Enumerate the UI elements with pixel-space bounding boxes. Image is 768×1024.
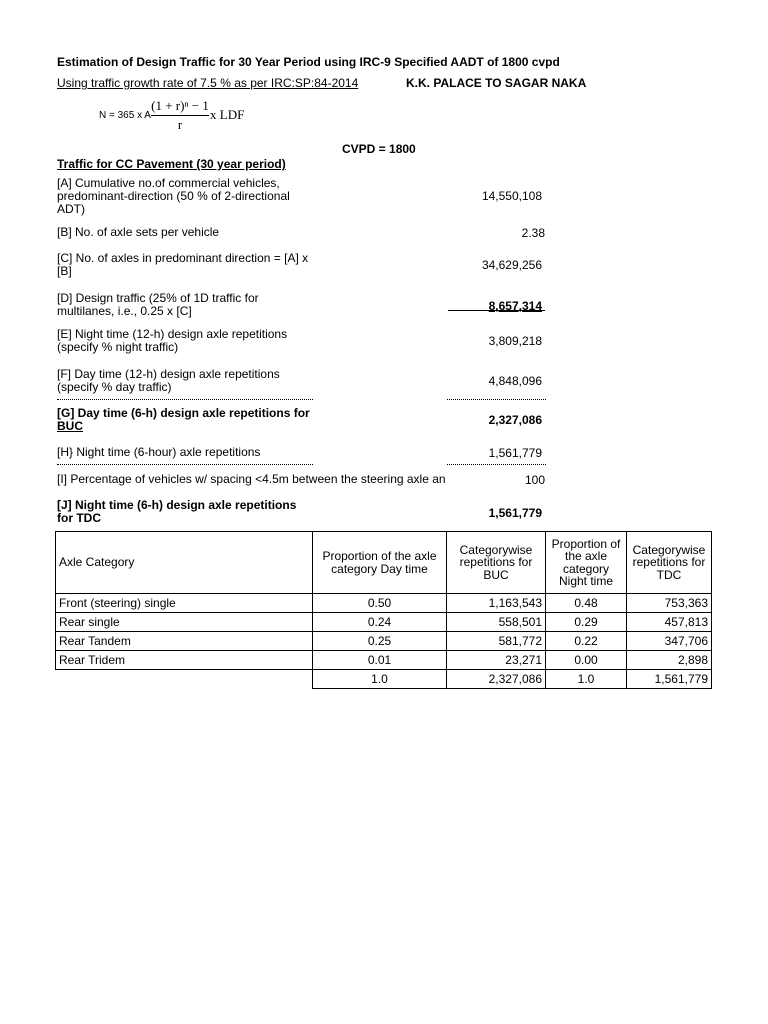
total-tdc: 1,561,779 [627, 670, 712, 689]
row-b-value: 2.38 [521, 226, 545, 240]
cvpd-value: CVPD = 1800 [342, 142, 416, 156]
dotted-divider [57, 399, 313, 400]
total-night-prop: 1.0 [546, 670, 627, 689]
section-title: Traffic for CC Pavement (30 year period) [57, 157, 286, 171]
total-buc: 2,327,086 [447, 670, 546, 689]
header-tdc-repetitions: Categorywise repetitions for TDC [627, 532, 712, 594]
cell-buc: 1,163,543 [447, 594, 546, 613]
row-g-label-buc: BUC [57, 419, 83, 433]
table-row [56, 613, 712, 632]
cell-category: Rear Tandem [56, 632, 313, 651]
route-name: K.K. PALACE TO SAGAR NAKA [406, 76, 587, 90]
cell-night-prop: 0.48 [546, 594, 627, 613]
row-e-label: [E] Night time (12-h) design axle repetitions (specify % night traffic) [57, 327, 288, 354]
row-d-underline [448, 310, 545, 311]
row-c-value: 34,629,256 [481, 258, 542, 272]
cell-tdc: 2,898 [627, 651, 712, 670]
cell-night-prop: 0.22 [546, 632, 627, 651]
table-row [56, 594, 712, 613]
table-row [56, 632, 712, 651]
table-totals-row [56, 670, 712, 689]
row-c-label: [C] No. of axles in predominant direction = [A] x [B] [57, 251, 309, 278]
dotted-divider [57, 464, 313, 465]
cell-buc: 23,271 [447, 651, 546, 670]
table-row [56, 651, 712, 670]
cell-tdc: 753,363 [627, 594, 712, 613]
cell-day-prop: 0.50 [313, 594, 447, 613]
row-f-value: 4,848,096 [488, 374, 542, 388]
table-header-row [56, 532, 712, 594]
formula-lhs: N = 365 x A [99, 110, 151, 121]
cell-category: Front (steering) single [56, 594, 313, 613]
cell-day-prop: 0.25 [313, 632, 447, 651]
header-axle-category: Axle Category [56, 532, 313, 594]
total-day-prop: 1.0 [313, 670, 447, 689]
row-g-label-text: [G] Day time (6-h) design axle repetitions for BUC [57, 406, 310, 433]
page-title: Estimation of Design Traffic for 30 Year Period using IRC-9 Specified AADT of 1800 cvpd [57, 55, 560, 69]
formula-tail: x LDF [210, 107, 245, 122]
row-h-label: [H} Night time (6-hour) axle repetitions [57, 445, 261, 459]
header-night-proportion: Proportion of the axle category Night time [546, 532, 627, 594]
row-g-label [57, 407, 319, 433]
cell-night-prop: 0.00 [546, 651, 627, 670]
row-a-value: 14,550,108 [481, 189, 542, 203]
row-i-label: [I] Percentage of vehicles w/ spacing <4.5m between the steering axle an [57, 473, 446, 486]
axle-category-table [55, 531, 712, 689]
row-j-label: [J] Night time (6-h) design axle repetitions for TDC [57, 498, 297, 525]
row-a-label: [A] Cumulative no.of commercial vehicles, predominant-direction (50 % of 2-directional ADT) [57, 176, 290, 216]
row-j-value: 1,561,779 [488, 506, 542, 520]
row-d-value: 8,657,314 [488, 299, 542, 313]
row-d-label: [D] Design traffic (25% of 1D traffic for multilanes, i.e., 0.25 x [C] [57, 291, 259, 318]
row-h-value: 1,561,779 [488, 446, 542, 460]
formula-fraction-bar [151, 115, 209, 116]
row-g-value: 2,327,086 [488, 413, 542, 427]
dotted-divider [447, 399, 546, 400]
cell-tdc: 347,706 [627, 632, 712, 651]
cell-category: Rear single [56, 613, 313, 632]
totals-spacer [56, 670, 313, 689]
row-e-value: 3,809,218 [488, 334, 542, 348]
traffic-formula [99, 98, 299, 134]
cell-buc: 558,501 [447, 613, 546, 632]
cell-day-prop: 0.24 [313, 613, 447, 632]
formula-numerator: (1 + r)ⁿ − 1 [151, 98, 209, 113]
row-f-label: [F] Day time (12-h) design axle repetitions (specify % day traffic) [57, 367, 280, 394]
cell-day-prop: 0.01 [313, 651, 447, 670]
row-i-value: 100 [524, 473, 545, 487]
cell-buc: 581,772 [447, 632, 546, 651]
row-b-label: [B] No. of axle sets per vehicle [57, 225, 220, 239]
cell-night-prop: 0.29 [546, 613, 627, 632]
formula-denominator: r [177, 117, 183, 132]
growth-rate-note: Using traffic growth rate of 7.5 % as per IRC:SP:84-2014 [57, 76, 359, 90]
cell-category: Rear Tridem [56, 651, 313, 670]
cell-tdc: 457,813 [627, 613, 712, 632]
dotted-divider [447, 464, 546, 465]
header-buc-repetitions: Categorywise repetitions for BUC [447, 532, 546, 594]
header-day-proportion: Proportion of the axle category Day time [313, 532, 447, 594]
